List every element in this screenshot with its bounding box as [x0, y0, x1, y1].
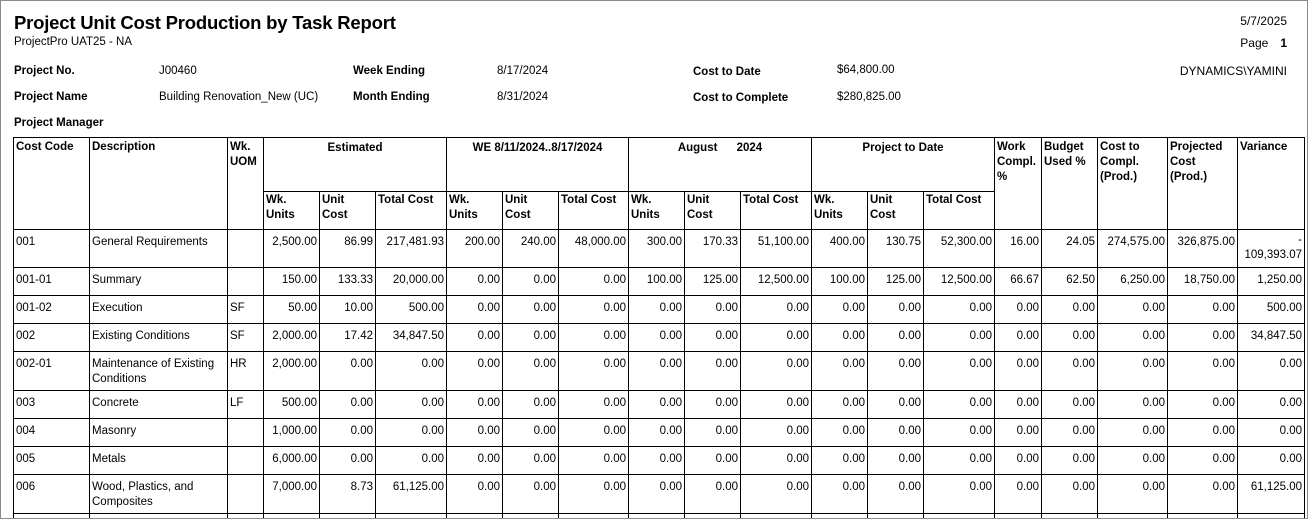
work-compl-cell: 0.00: [995, 391, 1042, 419]
header-work-compl: Work Compl. %: [995, 138, 1042, 230]
week-unit-cost-cell: 240.00: [503, 230, 559, 268]
variance-cell: 34,847.50: [1238, 324, 1305, 352]
est-units-cell: 1,000.00: [264, 419, 320, 447]
description-cell: Existing Conditions: [90, 324, 228, 352]
empty-cell: [559, 514, 629, 519]
header-cost-to-compl: Cost to Compl. (Prod.): [1098, 138, 1168, 230]
week-unit-cost-cell: 0.00: [503, 296, 559, 324]
uom-cell: HR: [228, 352, 264, 391]
ptd-total-cost-cell: 0.00: [924, 419, 995, 447]
cost-to-compl-cell: 0.00: [1098, 419, 1168, 447]
empty-cell: [868, 514, 924, 519]
month-units-cell: 0.00: [629, 296, 685, 324]
variance-cell: 0.00: [1238, 352, 1305, 391]
cost-to-date-label: Cost to Date: [693, 66, 761, 78]
variance-cell: [1238, 230, 1305, 268]
empty-cell: [264, 514, 320, 519]
month-total-cost-cell: 12,500.00: [741, 268, 812, 296]
empty-cell: [1168, 514, 1238, 519]
header-est-unit-cost: Unit Cost: [320, 192, 376, 230]
cost-to-compl-cell: 0.00: [1098, 352, 1168, 391]
empty-cell: [320, 514, 376, 519]
ptd-units-cell: 400.00: [812, 230, 868, 268]
month-units-cell: 0.00: [629, 391, 685, 419]
est-unit-cost-cell: 86.99: [320, 230, 376, 268]
user-name: DYNAMICS\YAMINI: [1179, 64, 1287, 78]
est-units-cell: 2,000.00: [264, 352, 320, 391]
week-unit-cost-cell: 0.00: [503, 419, 559, 447]
description-cell: Wood, Plastics, and Composites: [90, 475, 228, 514]
week-total-cost-cell: 0.00: [559, 391, 629, 419]
header-budget-used: Budget Used %: [1042, 138, 1098, 230]
budget-used-cell: 0.00: [1042, 475, 1098, 514]
week-total-cost-cell: 0.00: [559, 475, 629, 514]
est-units-cell: 2,500.00: [264, 230, 320, 268]
projected-cost-cell: 0.00: [1168, 324, 1238, 352]
variance-cell: 500.00: [1238, 296, 1305, 324]
cost-report-table: [13, 137, 1305, 519]
budget-used-cell: 62.50: [1042, 268, 1098, 296]
empty-cell: [376, 514, 447, 519]
est-unit-cost-cell: 0.00: [320, 447, 376, 475]
month-total-cost-cell: 0.00: [741, 352, 812, 391]
month-total-cost-cell: 0.00: [741, 296, 812, 324]
week-total-cost-cell: 0.00: [559, 324, 629, 352]
month-units-cell: 0.00: [629, 447, 685, 475]
est-units-cell: 150.00: [264, 268, 320, 296]
work-compl-cell: 16.00: [995, 230, 1042, 268]
header-variance: Variance: [1238, 138, 1305, 230]
cost-code-cell: 001-01: [14, 268, 90, 296]
ptd-unit-cost-cell: 0.00: [868, 475, 924, 514]
ptd-unit-cost-cell: 0.00: [868, 296, 924, 324]
month-total-cost-cell: 0.00: [741, 475, 812, 514]
month-units-cell: 300.00: [629, 230, 685, 268]
header-mo-wk-units: Wk. Units: [629, 192, 685, 230]
uom-cell: [228, 419, 264, 447]
week-total-cost-cell: 0.00: [559, 419, 629, 447]
month-total-cost-cell: 0.00: [741, 447, 812, 475]
cost-code-cell: 001: [14, 230, 90, 268]
report-title: Project Unit Cost Production by Task Report: [14, 12, 396, 33]
variance-cell: 0.00: [1238, 391, 1305, 419]
description-cell: General Requirements: [90, 230, 228, 268]
est-units-cell: 500.00: [264, 391, 320, 419]
header-project-to-date: Project to Date: [812, 138, 995, 192]
header-mo-unit-cost: Unit Cost: [685, 192, 741, 230]
month-total-cost-cell: 0.00: [741, 324, 812, 352]
empty-cell: [1098, 514, 1168, 519]
cost-to-compl-cell: 0.00: [1098, 391, 1168, 419]
week-total-cost-cell: 0.00: [559, 296, 629, 324]
header-cost-code: Cost Code: [14, 138, 90, 230]
week-unit-cost-cell: 0.00: [503, 324, 559, 352]
week-units-cell: 0.00: [447, 268, 503, 296]
description-cell: Execution: [90, 296, 228, 324]
month-units-cell: 0.00: [629, 352, 685, 391]
week-ending-label: Week Ending: [353, 65, 425, 77]
week-total-cost-cell: 0.00: [559, 352, 629, 391]
empty-cell: [1042, 514, 1098, 519]
week-unit-cost-cell: 0.00: [503, 268, 559, 296]
ptd-units-cell: 0.00: [812, 447, 868, 475]
uom-cell: LF: [228, 391, 264, 419]
est-unit-cost-cell: 17.42: [320, 324, 376, 352]
month-total-cost-cell: 51,100.00: [741, 230, 812, 268]
description-cell: Masonry: [90, 419, 228, 447]
description-cell: Metals: [90, 447, 228, 475]
work-compl-cell: 0.00: [995, 296, 1042, 324]
variance-cell: 1,250.00: [1238, 268, 1305, 296]
est-total-cost-cell: 0.00: [376, 419, 447, 447]
ptd-units-cell: 0.00: [812, 352, 868, 391]
ptd-unit-cost-cell: 125.00: [868, 268, 924, 296]
empty-cell: [924, 514, 995, 519]
budget-used-cell: 0.00: [1042, 419, 1098, 447]
cost-to-compl-cell: 6,250.00: [1098, 268, 1168, 296]
month-unit-cost-cell: 0.00: [685, 419, 741, 447]
budget-used-cell: 0.00: [1042, 391, 1098, 419]
header-week-range: WE 8/11/2024..8/17/2024: [447, 138, 629, 192]
variance-value: 109,393.07: [1244, 249, 1302, 261]
report-body: [14, 230, 1305, 519]
projected-cost-cell: 0.00: [1168, 391, 1238, 419]
project-name-value: Building Renovation_New (UC): [159, 91, 319, 103]
ptd-total-cost-cell: 0.00: [924, 391, 995, 419]
header-month: August 2024: [629, 138, 812, 192]
projected-cost-cell: 0.00: [1168, 447, 1238, 475]
header-projected-cost: Projected Cost (Prod.): [1168, 138, 1238, 230]
ptd-unit-cost-cell: 0.00: [868, 391, 924, 419]
week-units-cell: 0.00: [447, 296, 503, 324]
ptd-unit-cost-cell: 130.75: [868, 230, 924, 268]
month-unit-cost-cell: 0.00: [685, 391, 741, 419]
week-units-cell: 0.00: [447, 447, 503, 475]
ptd-total-cost-cell: 0.00: [924, 447, 995, 475]
empty-cell: [503, 514, 559, 519]
work-compl-cell: 0.00: [995, 419, 1042, 447]
header-ptd-unit-cost: Unit Cost: [868, 192, 924, 230]
cost-code-cell: 006: [14, 475, 90, 514]
table-row: [14, 324, 1305, 352]
table-row: [14, 447, 1305, 475]
est-units-cell: 6,000.00: [264, 447, 320, 475]
cost-to-compl-cell: 0.00: [1098, 296, 1168, 324]
cost-code-cell: 001-02: [14, 296, 90, 324]
page-indicator: [1240, 36, 1287, 50]
variance-sign: -: [1298, 234, 1302, 246]
empty-cell: [1238, 514, 1305, 519]
cost-to-compl-cell: 274,575.00: [1098, 230, 1168, 268]
page-number: 1: [1280, 36, 1287, 50]
table-row: [14, 391, 1305, 419]
est-total-cost-cell: 20,000.00: [376, 268, 447, 296]
week-total-cost-cell: 0.00: [559, 447, 629, 475]
header-estimated: Estimated: [264, 138, 447, 192]
month-ending-value: 8/31/2024: [497, 91, 549, 103]
report-date: 5/7/2025: [1240, 14, 1287, 28]
ptd-total-cost-cell: 0.00: [924, 352, 995, 391]
work-compl-cell: 66.67: [995, 268, 1042, 296]
week-units-cell: 0.00: [447, 475, 503, 514]
variance-cell: 0.00: [1238, 419, 1305, 447]
week-units-cell: 0.00: [447, 352, 503, 391]
month-unit-cost-cell: 0.00: [685, 447, 741, 475]
ptd-units-cell: 100.00: [812, 268, 868, 296]
month-unit-cost-cell: 0.00: [685, 296, 741, 324]
month-units-cell: 0.00: [629, 419, 685, 447]
week-unit-cost-cell: 0.00: [503, 391, 559, 419]
project-name-label: Project Name: [14, 91, 88, 103]
est-total-cost-cell: 0.00: [376, 447, 447, 475]
cost-code-cell: 004: [14, 419, 90, 447]
ptd-total-cost-cell: 12,500.00: [924, 268, 995, 296]
month-unit-cost-cell: 0.00: [685, 475, 741, 514]
empty-cell: [14, 514, 90, 519]
ptd-total-cost-cell: 0.00: [924, 296, 995, 324]
header-wk-uom: Wk. UOM: [228, 138, 264, 230]
cost-to-compl-cell: 0.00: [1098, 324, 1168, 352]
variance-cell: 0.00: [1238, 447, 1305, 475]
week-unit-cost-cell: 0.00: [503, 475, 559, 514]
work-compl-cell: 0.00: [995, 324, 1042, 352]
ptd-units-cell: 0.00: [812, 391, 868, 419]
ptd-unit-cost-cell: 0.00: [868, 352, 924, 391]
projected-cost-cell: 326,875.00: [1168, 230, 1238, 268]
week-units-cell: 0.00: [447, 391, 503, 419]
work-compl-cell: 0.00: [995, 475, 1042, 514]
est-unit-cost-cell: 0.00: [320, 391, 376, 419]
header-ptd-total-cost: Total Cost: [924, 192, 995, 230]
header-mo-total-cost: Total Cost: [741, 192, 812, 230]
cost-code-cell: 005: [14, 447, 90, 475]
est-total-cost-cell: 34,847.50: [376, 324, 447, 352]
projected-cost-cell: 0.00: [1168, 475, 1238, 514]
est-total-cost-cell: 0.00: [376, 391, 447, 419]
week-units-cell: 200.00: [447, 230, 503, 268]
est-total-cost-cell: 217,481.93: [376, 230, 447, 268]
cost-to-compl-cell: 0.00: [1098, 475, 1168, 514]
empty-cell: [812, 514, 868, 519]
table-row: [14, 230, 1305, 268]
uom-cell: [228, 475, 264, 514]
est-total-cost-cell: 61,125.00: [376, 475, 447, 514]
table-row: [14, 419, 1305, 447]
est-unit-cost-cell: 133.33: [320, 268, 376, 296]
month-units-cell: 100.00: [629, 268, 685, 296]
uom-cell: [228, 230, 264, 268]
uom-cell: [228, 447, 264, 475]
projected-cost-cell: 0.00: [1168, 352, 1238, 391]
uom-cell: SF: [228, 296, 264, 324]
ptd-units-cell: 0.00: [812, 475, 868, 514]
ptd-total-cost-cell: 0.00: [924, 475, 995, 514]
header-wk-wk-units: Wk. Units: [447, 192, 503, 230]
header-ptd-wk-units: Wk. Units: [812, 192, 868, 230]
work-compl-cell: 0.00: [995, 447, 1042, 475]
est-units-cell: 50.00: [264, 296, 320, 324]
month-total-cost-cell: 0.00: [741, 391, 812, 419]
description-cell: Maintenance of Existing Conditions: [90, 352, 228, 391]
table-row: [14, 268, 1305, 296]
empty-cell: [995, 514, 1042, 519]
empty-cell: [447, 514, 503, 519]
ptd-units-cell: 0.00: [812, 296, 868, 324]
cost-to-date-value: $64,800.00: [837, 64, 895, 76]
projected-cost-cell: 18,750.00: [1168, 268, 1238, 296]
week-total-cost-cell: 48,000.00: [559, 230, 629, 268]
variance-cell: 61,125.00: [1238, 475, 1305, 514]
month-units-cell: 0.00: [629, 324, 685, 352]
header-est-total-cost: Total Cost: [376, 192, 447, 230]
table-row: [14, 475, 1305, 514]
budget-used-cell: 0.00: [1042, 324, 1098, 352]
description-cell: Summary: [90, 268, 228, 296]
ptd-unit-cost-cell: 0.00: [868, 447, 924, 475]
cost-to-complete-label: Cost to Complete: [693, 92, 789, 104]
est-units-cell: 7,000.00: [264, 475, 320, 514]
header-est-wk-units: Wk. Units: [264, 192, 320, 230]
week-unit-cost-cell: 0.00: [503, 447, 559, 475]
week-units-cell: 0.00: [447, 419, 503, 447]
empty-cell: [685, 514, 741, 519]
page-label: Page: [1240, 36, 1269, 50]
month-units-cell: 0.00: [629, 475, 685, 514]
cost-code-cell: 002: [14, 324, 90, 352]
table-row: [14, 352, 1305, 391]
budget-used-cell: 0.00: [1042, 352, 1098, 391]
week-ending-value: 8/17/2024: [497, 65, 549, 77]
month-unit-cost-cell: 0.00: [685, 352, 741, 391]
empty-cell: [741, 514, 812, 519]
cost-code-cell: 002-01: [14, 352, 90, 391]
project-no-value: J00460: [159, 65, 197, 77]
est-unit-cost-cell: 10.00: [320, 296, 376, 324]
ptd-unit-cost-cell: 0.00: [868, 324, 924, 352]
budget-used-cell: 24.05: [1042, 230, 1098, 268]
header-description: Description: [90, 138, 228, 230]
work-compl-cell: 0.00: [995, 352, 1042, 391]
cost-to-complete-value: $280,825.00: [837, 91, 901, 103]
header-wk-total-cost: Total Cost: [559, 192, 629, 230]
week-unit-cost-cell: 0.00: [503, 352, 559, 391]
header-wk-unit-cost: Unit Cost: [503, 192, 559, 230]
project-no-label: Project No.: [14, 65, 75, 77]
table-row-partial: [14, 514, 1305, 519]
projected-cost-cell: 0.00: [1168, 419, 1238, 447]
empty-cell: [90, 514, 228, 519]
empty-cell: [228, 514, 264, 519]
month-unit-cost-cell: 125.00: [685, 268, 741, 296]
week-units-cell: 0.00: [447, 324, 503, 352]
table-row: [14, 296, 1305, 324]
month-ending-label: Month Ending: [353, 91, 430, 103]
ptd-total-cost-cell: 52,300.00: [924, 230, 995, 268]
est-total-cost-cell: 0.00: [376, 352, 447, 391]
cost-code-cell: 003: [14, 391, 90, 419]
month-unit-cost-cell: 170.33: [685, 230, 741, 268]
ptd-units-cell: 0.00: [812, 419, 868, 447]
est-units-cell: 2,000.00: [264, 324, 320, 352]
ptd-total-cost-cell: 0.00: [924, 324, 995, 352]
ptd-unit-cost-cell: 0.00: [868, 419, 924, 447]
est-total-cost-cell: 500.00: [376, 296, 447, 324]
empty-cell: [629, 514, 685, 519]
description-cell: Concrete: [90, 391, 228, 419]
projected-cost-cell: 0.00: [1168, 296, 1238, 324]
uom-cell: [228, 268, 264, 296]
uom-cell: SF: [228, 324, 264, 352]
budget-used-cell: 0.00: [1042, 296, 1098, 324]
month-unit-cost-cell: 0.00: [685, 324, 741, 352]
cost-to-compl-cell: 0.00: [1098, 447, 1168, 475]
ptd-units-cell: 0.00: [812, 324, 868, 352]
company-name: ProjectPro UAT25 - NA: [14, 36, 133, 48]
project-manager-label: Project Manager: [14, 117, 104, 129]
est-unit-cost-cell: 0.00: [320, 352, 376, 391]
est-unit-cost-cell: 8.73: [320, 475, 376, 514]
week-total-cost-cell: 0.00: [559, 268, 629, 296]
budget-used-cell: 0.00: [1042, 447, 1098, 475]
est-unit-cost-cell: 0.00: [320, 419, 376, 447]
month-total-cost-cell: 0.00: [741, 419, 812, 447]
